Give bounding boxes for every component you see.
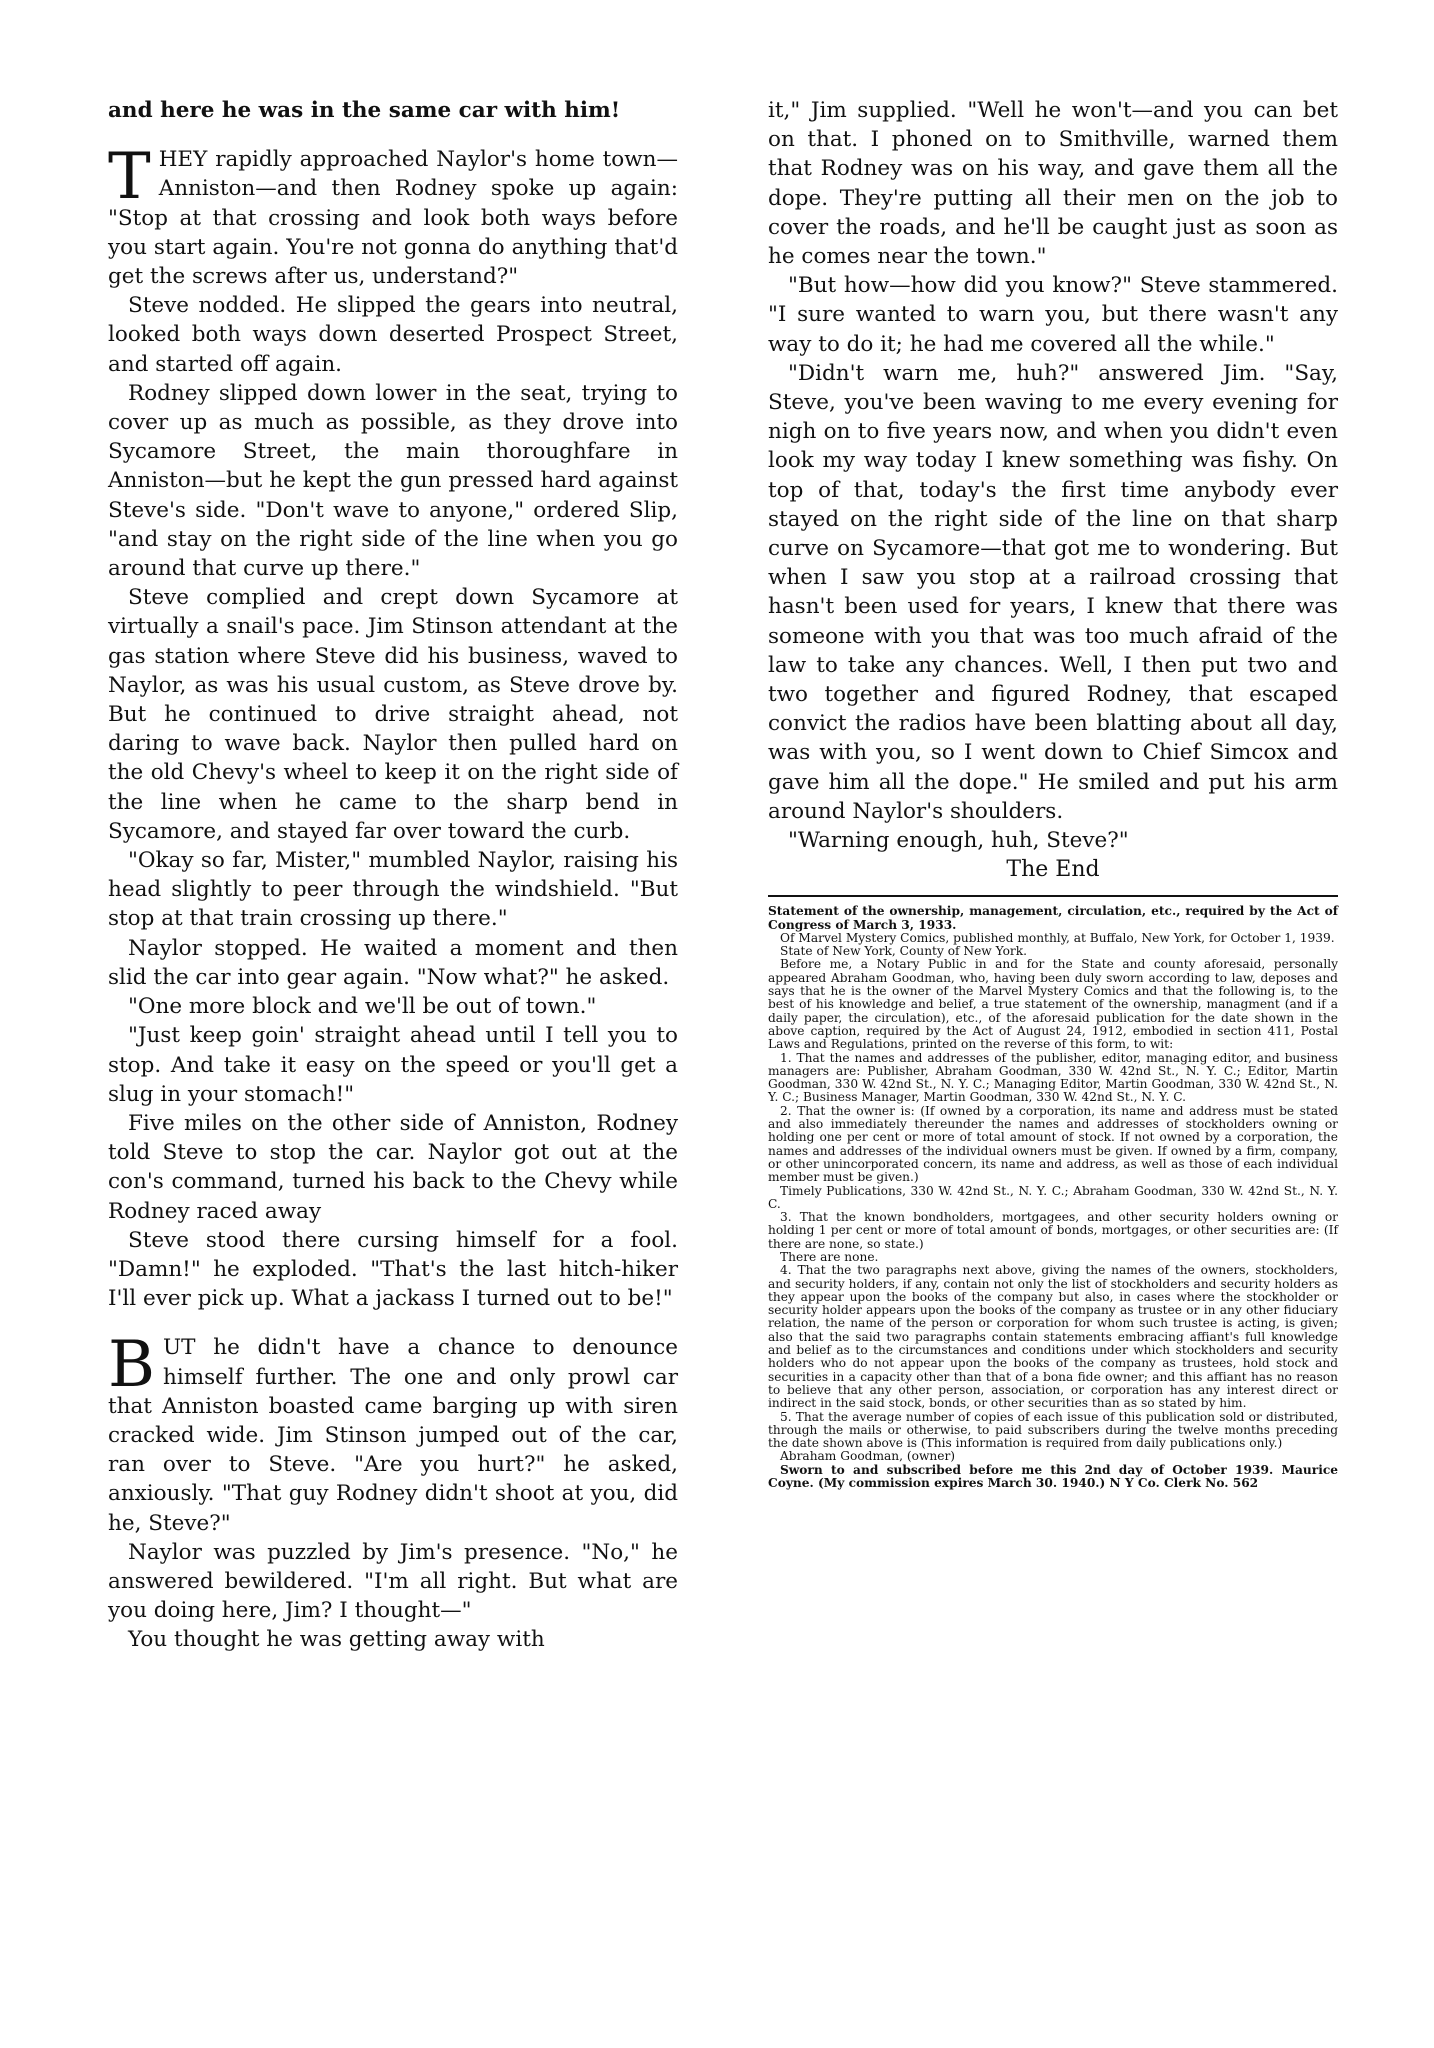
statement-paragraph: Timely Publications, 330 W. 42nd St., N. Y. C.; Abraham Goodman, 330 W. 42nd St., N. Y. C. xyxy=(768,1183,1338,1211)
story-text: UT he didn't have a chance to denounce himself further. The one and only prowl car that Anniston boasted came barging up with siren cracked wide. Jim Stinson jumped out of the car, ran over to Steve. "Are you hurt?" he asked, anxiously. "That guy Rodney didn't shoot at you, did he, Steve?" xyxy=(108,1335,678,1536)
left-column xyxy=(108,96,678,1655)
drop-cap: T xyxy=(108,140,151,215)
story-paragraph: and here he was in the same car with him! xyxy=(108,98,621,123)
statement-signature: Abraham Goodman, (owner) xyxy=(780,1449,956,1464)
story-paragraph: Steve stood there cursing himself for a fool. "Damn!" he exploded. "That's the last hitch-hiker I'll ever pick up. What a jackass I turned out to be!" xyxy=(108,1227,678,1312)
story-paragraph: Steve complied and crept down Sycamore at virtually a snail's pace. Jim Stinson attendant at the gas station where Steve did his business, waved to Naylor, as was his usual custom, as Steve drove by. But he continued to drive straight ahead, not daring to wave back. Naylor then pulled hard on the old Chevy's wheel to keep it on the right side of the line when he came to the sharp bend in Sycamore, and stayed far over toward the curb. xyxy=(108,585,678,844)
statement-paragraph: State of New York, County of New York. xyxy=(780,944,1028,959)
statement-paragraph: 3. That the known bondholders, mortgagees, and other security holders owning or holding 1 per cent or more of total amount of bonds, mortgages, or other securities are: (If there are none, so state.) xyxy=(768,1210,1338,1251)
story-paragraph: "Warning enough, huh, Steve?" xyxy=(788,828,1129,854)
statement-paragraph: 1. That the names and addresses of the publisher, editor, managing editor, and business managers are: Publisher, Abraham Goodman, 330 W. 42nd St., N. Y. C.; Editor, Martin Goodman, 330 W. 42nd St., N. Y. C.; Managing Editor, Martin Goodman, 330 W. 42nd St., N. Y. C.; Business Manager, Martin Goodman, 330 W. 42nd St., N. Y. C. xyxy=(768,1050,1338,1105)
story-paragraph: Five miles on the other side of Anniston, Rodney told Steve to stop the car. Naylor got out at the con's command, turned his back to the Chevy while Rodney raced away xyxy=(108,1110,678,1224)
the-end: The End xyxy=(1006,857,1100,883)
statement-paragraph: 5. That the average number of copies of each issue of this publication sold or distributed, through the mails or otherwise, to paid subscribers during the twelve months preceding the date shown above is (This information is required from daily publications only.) xyxy=(768,1409,1338,1451)
drop-cap: B xyxy=(108,1328,156,1403)
story-paragraph: "But how—how did you know?" Steve stammered. "I sure wanted to warn you, but there wasn't any way to do it; he had me covered all the while." xyxy=(768,273,1338,357)
statement-paragraph: 4. That the two paragraphs next above, giving the names of the owners, stockholders, and security holders, if any, contain not only the list of stockholders and security holders as they appear upon the books of the company but also, in cases where the stockholder or security holder appears upon the books of the company as trustee or in any other fiduciary relation, the name of the person or corporation for whom such trustee is acting, is given; also that the said two paragraphs contain statements embracing affiant's full knowledge and belief as to the circumstances and conditions under which stockholders and security holders who do not appear upon the books of the company as trustees, hold stock and securities in a capacity other than that of a bona fide owner; and this affiant has no reason to believe that any other person, association, or corporation has any interest direct or indirect in the said stock, bonds, or other securities than as so stated by him. xyxy=(768,1263,1338,1411)
story-paragraph: You thought he was getting away with xyxy=(128,1627,545,1653)
story-paragraph xyxy=(108,140,678,291)
statement-heading: Statement of the ownership, management, circulation, etc., required by the Act of Congress of March 3, 1933. xyxy=(768,904,1338,932)
story-paragraph: "Okay so far, Mister," mumbled Naylor, raising his head slightly to peer through the windshield. "But stop at that train crossing up there." xyxy=(108,848,678,932)
story-paragraph: it," Jim supplied. "Well he won't—and you can bet on that. I phoned on to Smithville, warned them that Rodney was on his way, and gave them all the dope. They're putting all their men on the job to cover the roads, and he'll be caught just as soon as he comes near the town." xyxy=(768,98,1338,270)
statement-sworn: Sworn to and subscribed before me this 2nd day of October 1939. Maurice Coyne. (My commission expires March 30. 1940.) N Y Co. Clerk No. 562 xyxy=(768,1462,1338,1491)
story-paragraph: Naylor was puzzled by Jim's presence. "No," he answered bewildered. "I'm all right. But what are you doing here, Jim? I thought—" xyxy=(108,1539,678,1624)
right-column xyxy=(768,96,1338,1490)
statement-paragraph: Before me, a Notary Public in and for the State and county aforesaid, personally appeared Abraham Goodman, who, having been duly sworn according to law, deposes and says that he is the owner of the Marvel Mystery Comics and that the following is, to the best of his knowledge and belief, a true statement of the ownership, managment (and if a daily paper, the circulation), etc., of the aforesaid publication for the date shown in the above caption, required by the Act of August 24, 1912, embodied in section 411, Postal Laws and Regulations, printed on the reverse of this form, to wit: xyxy=(768,957,1338,1052)
story-paragraph: "One more block and we'll be out of town." xyxy=(128,994,597,1020)
statement-paragraph: 2. That the owner is: (If owned by a corporation, its name and address must be stated and also immediately thereunder the names and addresses of stockholders owning or holding one per cent or more of total amount of stock. If not owned by a corporation, the names and addresses of the individual owners must be given. If owned by a firm, company, or other unincorporated concern, its name and address, as well as those of each individual member must be given.) xyxy=(768,1103,1338,1185)
story-paragraph: "Just keep goin' straight ahead until I tell you to stop. And take it easy on the speed or you'll get a slug in your stomach!" xyxy=(108,1023,678,1107)
story-text: HEY rapidly approached Naylor's home town—Anniston—and then Rodney spoke up again: "Stop at that crossing and look both ways before you start again. You're not gonna do anything that'd get the screws after us, understand?" xyxy=(108,147,678,290)
story-paragraph: Rodney slipped down lower in the seat, trying to cover up as much as possible, as they drove into Sycamore Street, the main thoroughfare in Anniston—but he kept the gun pressed hard against Steve's side. "Don't wave to anyone," ordered Slip, "and stay on the right side of the line when you go around that curve up there." xyxy=(108,380,678,582)
section-gap xyxy=(108,1313,678,1333)
statement-paragraph: There are none. xyxy=(780,1250,879,1264)
story-paragraph: Steve nodded. He slipped the gears into neutral, looked both ways down deserted Prospect Street, and started off again. xyxy=(108,293,678,377)
section-gap xyxy=(108,125,678,145)
ownership-statement xyxy=(768,905,1338,1490)
story-paragraph: Naylor stopped. He waited a moment and then slid the car into gear again. "Now what?" he asked. xyxy=(108,935,678,990)
story-paragraph xyxy=(108,1328,678,1537)
divider-rule xyxy=(768,895,1338,897)
story-paragraph: "Didn't warn me, huh?" answered Jim. "Say, Steve, you've been waving to me every evening for nigh on to five years now, and when you didn't even look my way today I knew something was fishy. On top of that, today's the first time anybody ever stayed on the right side of the line on that sharp curve on Sycamore—that got me to wondering. But when I saw you stop at a railroad crossing that hasn't been used for years, I knew that there was someone with you that was too much afraid of the law to take any chances. Well, I then put two and two together and figured Rodney, that escaped convict the radios have been blatting about all day, was with you, so I went down to Chief Simcox and gave him all the dope." He smiled and put his arm around Naylor's shoulders. xyxy=(768,360,1338,824)
statement-paragraph: Of Marvel Mystery Comics, published monthly, at Buffalo, New York, for October 1, 1939. xyxy=(780,930,1335,945)
